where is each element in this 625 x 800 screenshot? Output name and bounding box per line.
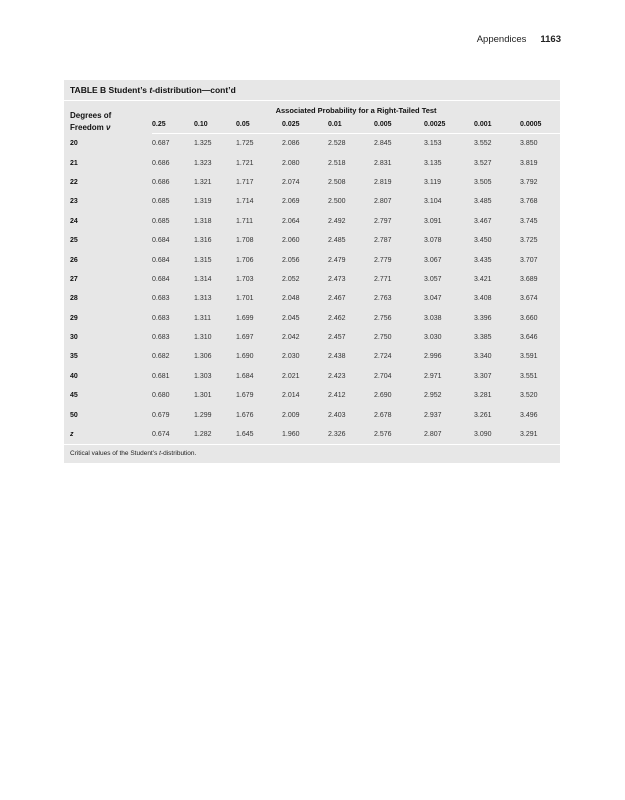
critical-value-cell: 1.703 — [236, 275, 254, 283]
critical-value-cell: 2.779 — [374, 256, 392, 264]
critical-value-cell: 1.711 — [236, 217, 253, 225]
t-distribution-table — [64, 80, 560, 463]
critical-value-cell: 2.724 — [374, 353, 392, 361]
level-header: 0.0025 — [424, 115, 474, 134]
critical-value-cell: 2.807 — [374, 198, 392, 206]
critical-value-cell: 3.819 — [520, 159, 538, 167]
critical-value-cell: 2.771 — [374, 275, 392, 283]
table-row — [64, 309, 560, 328]
degrees-of-freedom-header: Degrees of Freedom ν — [70, 110, 112, 132]
critical-value-cell: 3.591 — [520, 353, 538, 361]
critical-value-cell: 2.937 — [424, 411, 442, 419]
critical-value-cell: 3.660 — [520, 314, 538, 322]
level-header: 0.01 — [328, 115, 374, 134]
critical-value-cell: 0.682 — [152, 353, 170, 361]
critical-value-cell: 3.091 — [424, 217, 442, 225]
critical-value-cell: 3.725 — [520, 237, 538, 245]
level-header: 0.25 — [152, 115, 194, 134]
table-row — [64, 386, 560, 405]
critical-value-cell: 1.645 — [236, 431, 254, 439]
critical-value-cell: 3.047 — [424, 295, 442, 303]
critical-value-cell: 0.680 — [152, 392, 170, 400]
critical-value-cell: 2.576 — [374, 431, 392, 439]
critical-value-cell: 3.527 — [474, 159, 492, 167]
critical-value-cell: 1.319 — [194, 198, 212, 206]
critical-value-cell: 2.952 — [424, 392, 442, 400]
critical-value-cell: 1.315 — [194, 256, 212, 264]
critical-value-cell: 1.311 — [194, 314, 211, 322]
degrees-of-freedom-cell: 35 — [70, 353, 78, 361]
critical-value-cell: 2.056 — [282, 256, 300, 264]
critical-value-cell: 0.684 — [152, 275, 170, 283]
degrees-of-freedom-cell: 29 — [70, 314, 78, 322]
degrees-of-freedom-cell: 26 — [70, 256, 78, 264]
critical-value-cell: 3.291 — [520, 431, 538, 439]
critical-value-cell: 2.508 — [328, 178, 346, 186]
table-row — [64, 289, 560, 308]
critical-value-cell: 2.831 — [374, 159, 392, 167]
critical-value-cell: 3.067 — [424, 256, 442, 264]
critical-value-cell: 2.014 — [282, 392, 300, 400]
critical-value-cell: 1.316 — [194, 237, 212, 245]
critical-value-cell: 0.674 — [152, 431, 170, 439]
degrees-of-freedom-cell: 23 — [70, 198, 78, 206]
critical-value-cell: 2.438 — [328, 353, 346, 361]
critical-value-cell: 2.704 — [374, 372, 392, 380]
critical-value-cell: 2.326 — [328, 431, 346, 439]
level-header: 0.025 — [282, 115, 328, 134]
critical-value-cell: 1.318 — [194, 217, 212, 225]
critical-value-cell: 2.457 — [328, 334, 346, 342]
critical-value-cell: 3.467 — [474, 217, 492, 225]
critical-value-cell: 2.479 — [328, 256, 346, 264]
degrees-of-freedom-cell: 21 — [70, 159, 78, 167]
critical-value-cell: 3.261 — [474, 411, 492, 419]
associated-probability-header: Associated Probability for a Right-Tailed Test — [275, 106, 437, 115]
critical-value-cell: 3.057 — [424, 275, 442, 283]
level-header: 0.0005 — [520, 115, 560, 134]
table-title: TABLE B Student’s t-distribution—cont’d — [64, 80, 560, 101]
critical-value-cell: 1.714 — [236, 198, 254, 206]
critical-value-cell: 0.684 — [152, 256, 170, 264]
critical-value-cell: 3.792 — [520, 178, 538, 186]
critical-value-cell: 0.685 — [152, 198, 170, 206]
critical-value-cell: 3.496 — [520, 411, 538, 419]
critical-value-cell: 3.078 — [424, 237, 442, 245]
degrees-of-freedom-cell: 27 — [70, 275, 78, 283]
table-row — [64, 328, 560, 347]
critical-value-cell: 2.080 — [282, 159, 300, 167]
degrees-of-freedom-cell: 24 — [70, 217, 78, 225]
table-caption: Critical values of the Student’s t-distribution. — [64, 444, 560, 463]
table-row — [64, 153, 560, 172]
critical-value-cell: 1.313 — [194, 295, 212, 303]
critical-value-cell: 3.030 — [424, 334, 442, 342]
critical-value-cell: 0.679 — [152, 411, 170, 419]
critical-value-cell: 1.725 — [236, 140, 254, 148]
critical-value-cell: 1.301 — [194, 392, 212, 400]
critical-value-cell: 3.421 — [474, 275, 492, 283]
critical-value-cell: 3.385 — [474, 334, 492, 342]
table-row — [64, 425, 560, 444]
table-row — [64, 173, 560, 192]
degrees-of-freedom-cell: z — [70, 431, 74, 439]
critical-value-cell: 2.009 — [282, 411, 300, 419]
critical-value-cell: 3.745 — [520, 217, 538, 225]
critical-value-cell: 2.042 — [282, 334, 300, 342]
critical-value-cell: 2.750 — [374, 334, 392, 342]
critical-value-cell: 2.064 — [282, 217, 300, 225]
section-name: Appendices — [476, 34, 527, 45]
critical-value-cell: 3.520 — [520, 392, 538, 400]
critical-value-cell: 0.686 — [152, 159, 170, 167]
critical-value-cell: 3.153 — [424, 140, 442, 148]
critical-value-cell: 1.299 — [194, 411, 212, 419]
critical-value-cell: 2.412 — [328, 392, 346, 400]
degrees-of-freedom-cell: 30 — [70, 334, 78, 342]
critical-value-cell: 2.074 — [282, 178, 300, 186]
table-row — [64, 367, 560, 386]
critical-value-cell: 2.518 — [328, 159, 346, 167]
critical-value-cell: 1.690 — [236, 353, 254, 361]
critical-value-cell: 1.697 — [236, 334, 254, 342]
critical-value-cell: 3.435 — [474, 256, 492, 264]
critical-value-cell: 2.485 — [328, 237, 346, 245]
critical-value-cell: 3.119 — [424, 178, 441, 186]
degrees-of-freedom-cell: 45 — [70, 392, 78, 400]
critical-values-grid — [64, 101, 560, 444]
critical-value-cell: 2.763 — [374, 295, 392, 303]
critical-value-cell: 1.684 — [236, 372, 254, 380]
critical-value-cell: 1.282 — [194, 431, 212, 439]
critical-value-cell: 3.552 — [474, 140, 492, 148]
critical-value-cell: 3.768 — [520, 198, 538, 206]
critical-value-cell: 3.505 — [474, 178, 492, 186]
critical-value-cell: 2.528 — [328, 140, 346, 148]
critical-value-cell: 0.684 — [152, 237, 170, 245]
critical-value-cell: 1.321 — [194, 178, 212, 186]
critical-value-cell: 1.706 — [236, 256, 254, 264]
critical-value-cell: 1.960 — [282, 431, 300, 439]
critical-value-cell: 1.708 — [236, 237, 254, 245]
critical-value-cell: 2.086 — [282, 140, 300, 148]
level-header: 0.10 — [194, 115, 236, 134]
critical-value-cell: 2.996 — [424, 353, 442, 361]
critical-value-cell: 2.678 — [374, 411, 392, 419]
critical-value-cell: 3.104 — [424, 198, 442, 206]
table-row — [64, 405, 560, 424]
critical-value-cell: 3.707 — [520, 256, 538, 264]
critical-value-cell: 1.676 — [236, 411, 254, 419]
critical-value-cell: 2.473 — [328, 275, 346, 283]
critical-value-cell: 2.467 — [328, 295, 346, 303]
critical-value-cell: 2.845 — [374, 140, 392, 148]
critical-value-cell: 3.850 — [520, 140, 538, 148]
critical-value-cell: 3.090 — [474, 431, 492, 439]
critical-value-cell: 0.683 — [152, 314, 170, 322]
critical-value-cell: 2.690 — [374, 392, 392, 400]
critical-value-cell: 3.674 — [520, 295, 538, 303]
critical-value-cell: 2.787 — [374, 237, 392, 245]
critical-value-cell: 3.307 — [474, 372, 492, 380]
critical-value-cell: 2.069 — [282, 198, 300, 206]
critical-value-cell: 2.797 — [374, 217, 392, 225]
page-number: 1163 — [540, 34, 561, 45]
table-row — [64, 347, 560, 366]
critical-value-cell: 2.819 — [374, 178, 392, 186]
critical-value-cell: 2.492 — [328, 217, 346, 225]
level-header: 0.005 — [374, 115, 424, 134]
table-row — [64, 231, 560, 250]
critical-value-cell: 2.030 — [282, 353, 300, 361]
degrees-of-freedom-cell: 50 — [70, 411, 78, 419]
critical-value-cell: 1.717 — [236, 178, 254, 186]
critical-value-cell: 1.303 — [194, 372, 212, 380]
degrees-of-freedom-cell: 25 — [70, 237, 78, 245]
critical-value-cell: 3.281 — [474, 392, 492, 400]
table-row — [64, 192, 560, 211]
level-header: 0.05 — [236, 115, 282, 134]
critical-value-cell: 3.135 — [424, 159, 442, 167]
critical-value-cell: 3.038 — [424, 314, 442, 322]
running-head — [477, 34, 561, 45]
critical-value-cell: 3.340 — [474, 353, 492, 361]
critical-value-cell: 2.423 — [328, 372, 346, 380]
table-row — [64, 212, 560, 231]
critical-value-cell: 2.756 — [374, 314, 392, 322]
critical-value-cell: 0.685 — [152, 217, 170, 225]
critical-value-cell: 2.045 — [282, 314, 300, 322]
critical-value-cell: 2.021 — [282, 372, 300, 380]
critical-value-cell: 2.971 — [424, 372, 442, 380]
table-row — [64, 270, 560, 289]
critical-value-cell: 1.679 — [236, 392, 254, 400]
critical-value-cell: 1.721 — [236, 159, 254, 167]
critical-value-cell: 0.683 — [152, 295, 170, 303]
critical-value-cell: 3.646 — [520, 334, 538, 342]
degrees-of-freedom-cell: 28 — [70, 295, 78, 303]
critical-value-cell: 2.060 — [282, 237, 300, 245]
critical-value-cell: 2.052 — [282, 275, 300, 283]
critical-value-cell: 1.699 — [236, 314, 254, 322]
degrees-of-freedom-cell: 20 — [70, 139, 78, 147]
critical-value-cell: 0.681 — [152, 372, 170, 380]
degrees-of-freedom-cell: 22 — [70, 178, 78, 186]
critical-value-cell: 0.683 — [152, 334, 170, 342]
degrees-of-freedom-cell: 40 — [70, 372, 78, 380]
critical-value-cell: 2.462 — [328, 314, 346, 322]
critical-value-cell: 0.686 — [152, 178, 170, 186]
critical-value-cell: 1.310 — [194, 334, 212, 342]
critical-value-cell: 1.314 — [194, 275, 212, 283]
critical-value-cell: 3.689 — [520, 275, 538, 283]
critical-value-cell: 2.807 — [424, 431, 442, 439]
critical-value-cell: 2.403 — [328, 411, 346, 419]
critical-value-cell: 0.687 — [152, 140, 170, 148]
critical-value-cell: 2.048 — [282, 295, 300, 303]
table-body — [64, 134, 560, 445]
critical-value-cell: 3.396 — [474, 314, 492, 322]
critical-value-cell: 1.701 — [236, 295, 254, 303]
table-row — [64, 134, 560, 154]
critical-value-cell: 1.323 — [194, 159, 212, 167]
critical-value-cell: 3.450 — [474, 237, 492, 245]
critical-value-cell: 3.408 — [474, 295, 492, 303]
critical-value-cell: 1.325 — [194, 140, 212, 148]
level-header: 0.001 — [474, 115, 520, 134]
critical-value-cell: 1.306 — [194, 353, 212, 361]
critical-value-cell: 3.551 — [520, 372, 538, 380]
table-row — [64, 250, 560, 269]
critical-value-cell: 2.500 — [328, 198, 346, 206]
critical-value-cell: 3.485 — [474, 198, 492, 206]
